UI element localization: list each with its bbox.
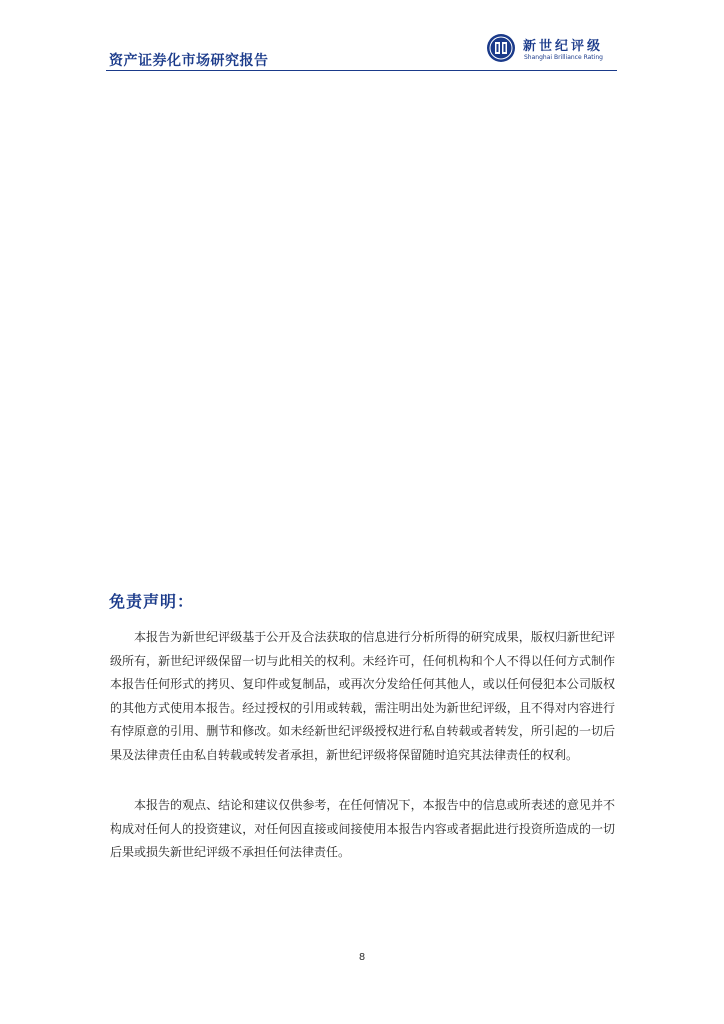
disclaimer-paragraph-1: 本报告为新世纪评级基于公开及合法获取的信息进行分析所得的研究成果，版权归新世纪评级所有，新世纪评级保留一切与此相关的权利。未经许可，任何机构和个人不得以任何方式制作本报告任何形式的拷贝、复印件或复制品，或再次分发给任何其他人，或以任何侵犯本公司版权的其他方式使用本报告。经过授权的引用或转载，需注明出处为新世纪评级，且不得对内容进行有悖原意的引用、删节和修改。如未经新世纪评级授权进行私自转载或者转发，所引起的一切后果及法律责任由私自转载或转发者承担，新世纪评级将保留随时追究其法律责任的权利。: [110, 630, 615, 762]
seal-icon: [486, 33, 516, 63]
disclaimer-paragraph-2: 本报告的观点、结论和建议仅供参考，在任何情况下，本报告中的信息或所表述的意见并不构成对任何人的投资建议，对任何因直接或间接使用本报告内容或者据此进行投资所造成的一切后果或损失新世纪评级不承担任何法律责任。: [110, 798, 615, 859]
disclaimer-heading: 免责声明：: [109, 592, 195, 611]
report-title: 资产证券化市场研究报告: [109, 53, 269, 69]
logo-chinese-name: 新世纪评级: [523, 39, 604, 54]
brand-logo: [486, 33, 616, 65]
page-number: 8: [358, 952, 366, 963]
header-divider: [106, 70, 617, 71]
logo-english-name: Shanghai Brilliance Rating: [524, 54, 603, 61]
